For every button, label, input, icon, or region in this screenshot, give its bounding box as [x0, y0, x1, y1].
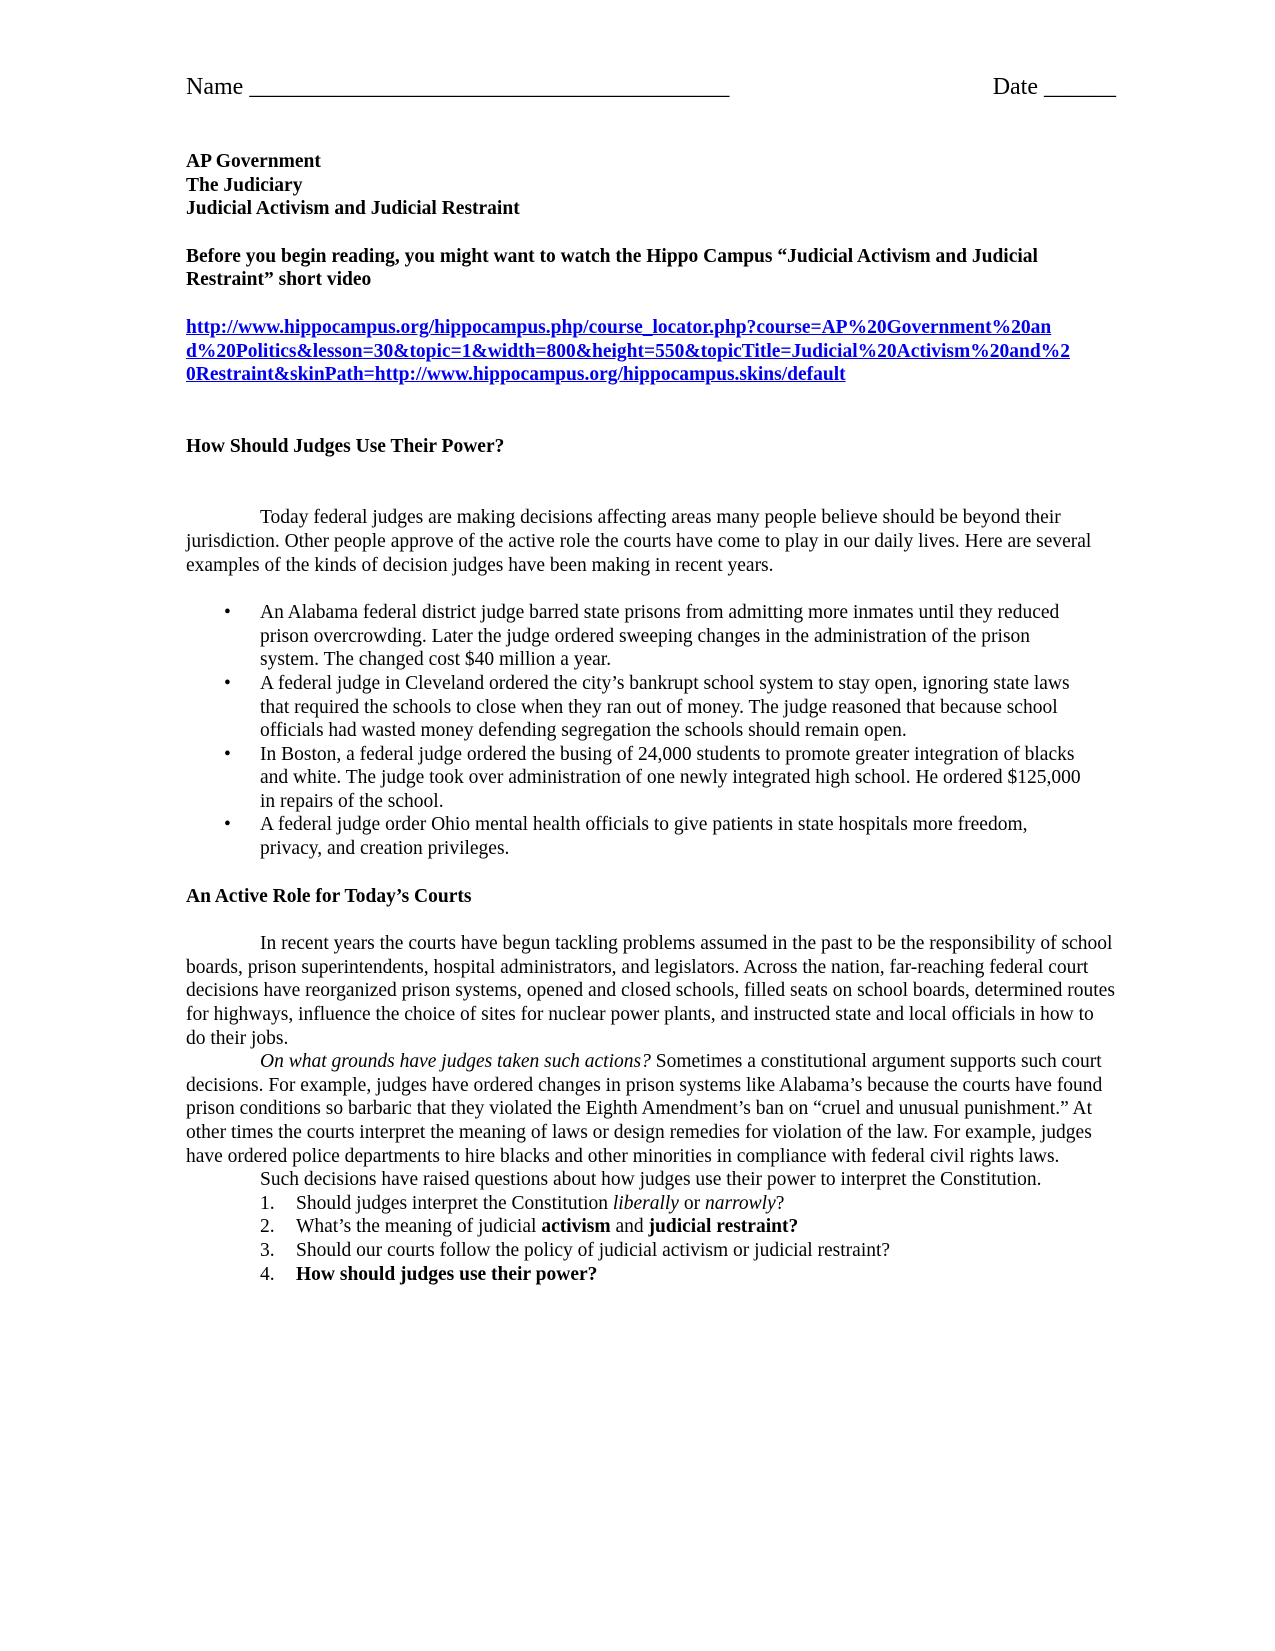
active-role-paragraph-1: In recent years the courts have begun tackling problems assumed in the past to be the responsibility of school boards, prison superintendents, hospital administrators, and legislators. Across the nation, far-reaching federal court decisions have reorganized prison systems, opened and closed schools, filled seats on school boards, determined routes for highways, influence the choice of sites for nuclear power plants, and instructed state and local officials in how to do their jobs. [186, 933, 1115, 1049]
question-2 [186, 1215, 1116, 1239]
list-item [186, 813, 1091, 860]
question-number: 3. [260, 1239, 275, 1261]
question-1 [186, 1192, 1116, 1216]
question-text: How should judges use their power? [296, 1263, 598, 1285]
bullet-icon: • [224, 672, 231, 694]
date-field[interactable] [993, 72, 1116, 102]
list-item-text: In Boston, a federal judge ordered the busing of 24,000 students to promote greater integration of blacks and white. The judge took over administration of one newly integrated high school. He ordered $125,000 in repairs of the school. [260, 743, 1081, 812]
video-link[interactable]: http://www.hippocampus.org/hippocampus.php/course_locator.php?course=AP%20Government%20and%20Politics&lesson=30&topic=1&width=800&height=550&topicTitle=Judicial%20Activism%20and%20Restraint&skinPath=http://www.hippocampus.org/hippocampus.skins/default [186, 316, 1070, 386]
date-label: Date [992, 74, 1038, 100]
question-text: Should judges interpret the Constitution [296, 1192, 613, 1214]
question-number: 1. [260, 1192, 275, 1214]
question-text: or [678, 1192, 705, 1214]
list-item [186, 672, 1091, 743]
question-emphasis: narrowly [704, 1192, 776, 1214]
question-number: 4. [260, 1263, 275, 1285]
section-heading-power: How Should Judges Use Their Power? [186, 435, 505, 457]
active-role-paragraph-3: Such decisions have raised questions about how judges use their power to interpret the Constitution. [260, 1169, 1042, 1191]
grounds-answer: Sometimes a constitutional argument supports such court decisions. For example, judges have ordered changes in prison systems like Alabama’s because the courts have found prison conditions so barbaric that they violated the Eighth Amendment’s ban on “cruel and unusual punishment.” At other times the courts interpret the meaning of laws or design remedies for violation of the law. For example, judges have ordered police departments to hire blacks and other minorities in compliance with federal civil rights laws. [186, 1051, 1103, 1167]
question-number: 2. [260, 1216, 275, 1238]
list-item [186, 743, 1091, 814]
question-emphasis: liberally [612, 1192, 679, 1214]
bullet-icon: • [224, 743, 231, 765]
intro-paragraph: Today federal judges are making decisions affecting areas many people believe should be beyond their jurisdiction. Other people approve of the active role the courts have come to play in our daily lives. Here are several examples of the kinds of decision judges have been making in recent years. [186, 507, 1092, 576]
grounds-question: On what grounds have judges taken such actions? [260, 1051, 651, 1073]
question-4 [186, 1263, 1116, 1287]
name-date-header [186, 72, 1116, 102]
worksheet-page [186, 72, 1116, 1286]
list-item [186, 601, 1091, 672]
section-heading-active-role: An Active Role for Today’s Courts [186, 885, 472, 907]
list-item-text: An Alabama federal district judge barred state prisons from admitting more inmates until they reduced prison overcrowding. Later the judge ordered sweeping changes in the administration of the prison system. The changed cost $40 million a year. [260, 602, 1060, 671]
name-field[interactable] [186, 72, 729, 102]
examples-list [186, 601, 1091, 861]
question-text: Should our courts follow the policy of judicial activism or judicial restraint? [296, 1239, 891, 1261]
bullet-icon: • [224, 602, 231, 624]
question-emphasis: judicial restraint? [648, 1216, 799, 1238]
date-line: ______ [1044, 74, 1116, 100]
lesson-title: Judicial Activism and Judicial Restraint [186, 198, 520, 220]
list-item-text: A federal judge in Cleveland ordered the city’s bankrupt school system to stay open, ignoring state laws that required the schools to close when they ran out of money. The judge reasoned that because school officials had wasted money defending segregation the schools should remain open. [260, 672, 1070, 742]
list-item-text: A federal judge order Ohio mental health officials to give patients in state hospitals more freedom, privacy, and creation privileges. [260, 814, 1028, 860]
question-emphasis: activism [541, 1216, 611, 1238]
question-3 [186, 1239, 1116, 1263]
bullet-icon: • [224, 814, 231, 836]
name-line: ________________________________________ [249, 74, 730, 100]
question-text: ? [775, 1192, 785, 1214]
question-text: What’s the meaning of judicial [296, 1216, 542, 1238]
course-name: AP Government [186, 151, 321, 172]
course-title-block [186, 150, 1116, 221]
unit-name: The Judiciary [186, 174, 303, 196]
name-label: Name [186, 74, 244, 100]
question-text: and [610, 1216, 649, 1238]
video-instruction: Before you begin reading, you might want to watch the Hippo Campus “Judicial Activism and Judicial Restraint” short video [186, 245, 1038, 291]
active-role-paragraph-2 [186, 1050, 1116, 1168]
questions-list [186, 1192, 1116, 1286]
